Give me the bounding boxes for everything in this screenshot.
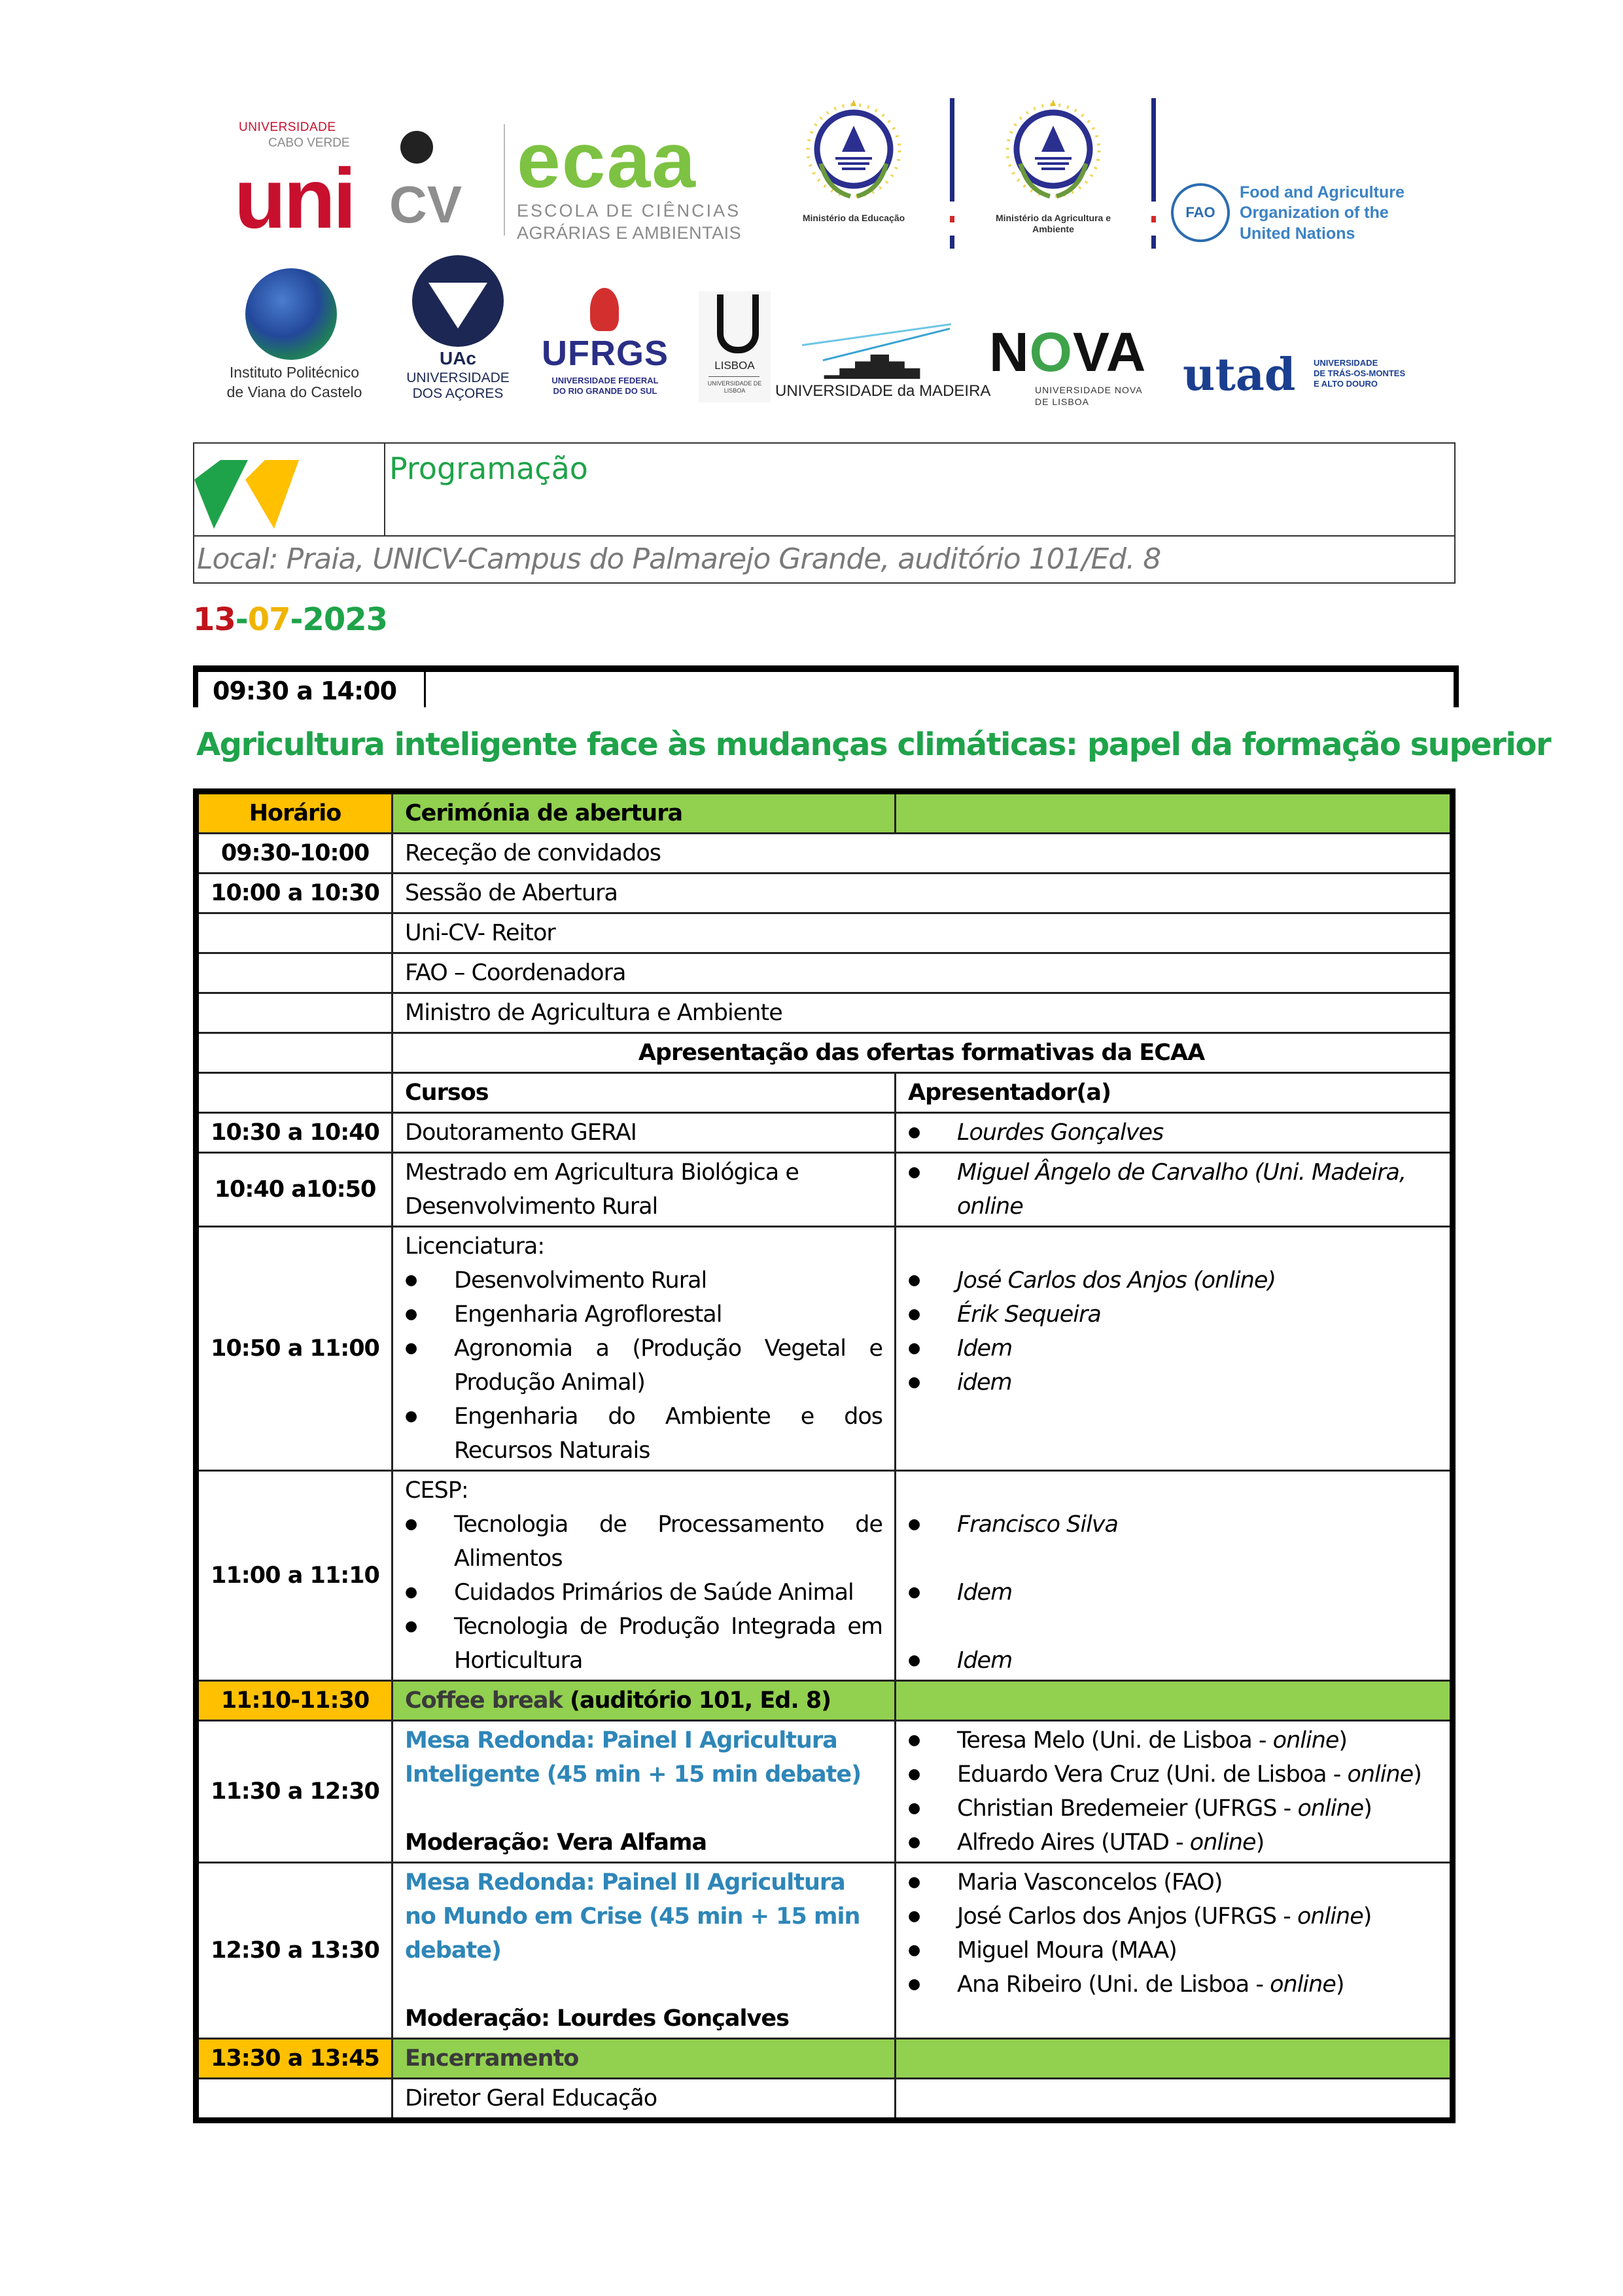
presenter-list — [908, 1865, 1438, 2002]
presenter-cell — [896, 1153, 1453, 1227]
row-time-empty — [196, 1033, 393, 1073]
presenter-list — [908, 1508, 1438, 1678]
logo-divider — [504, 124, 505, 236]
nova-sub — [989, 384, 1176, 408]
row-time: 11:30 a 12:30 — [196, 1721, 393, 1863]
fao-emblem-icon: FAO — [1171, 183, 1230, 242]
presenter-end: ) — [1255, 1829, 1265, 1856]
presenter-list — [908, 1723, 1438, 1860]
row-time: 10:00 a 10:30 — [196, 874, 393, 913]
empty-cell — [896, 1681, 1453, 1721]
row-text: Uni-CV- Reitor — [393, 913, 1453, 953]
course-list — [405, 1508, 882, 1678]
presenter: ● Lourdes Gonçalves — [908, 1116, 1438, 1150]
header-horario: Horário — [196, 792, 393, 834]
row-time: 12:30 a 13:30 — [196, 1863, 393, 2039]
ulisboa-name: LISBOA — [714, 359, 755, 372]
presenter-cell — [896, 1863, 1453, 2039]
course-item: ● Cuidados Primários de Saúde Animal — [405, 1576, 882, 1610]
location-text: Local: Praia, UNICV-Campus do Palmarejo Grande, auditório 101/Ed. 8 — [197, 542, 1161, 576]
panel-cell — [393, 1863, 896, 2039]
panel-cell — [393, 1721, 896, 1863]
presenter-end: ) — [1363, 1795, 1372, 1822]
col-apresentador: Apresentador(a) — [896, 1073, 1453, 1113]
ufrgs-line: DO RIO GRANDE DO SUL — [553, 386, 657, 396]
row-text: Ministro de Agricultura e Ambiente — [393, 993, 1453, 1033]
unicv-top-text: UNIVERSIDADE — [239, 120, 336, 134]
presenter: ● Francisco Silva — [908, 1508, 1438, 1542]
nova-name — [989, 321, 1176, 383]
flag-bar — [950, 236, 954, 249]
table-row — [196, 1227, 1453, 1471]
utad-sub — [1314, 358, 1405, 389]
nova-line: UNIVERSIDADE NOVA — [1035, 385, 1143, 395]
presenter-name: Ana Ribeiro (Uni. de Lisboa - — [957, 1971, 1270, 1998]
presenter-online: online — [1347, 1761, 1414, 1788]
presenter-online: online — [1297, 1903, 1363, 1930]
header-empty — [896, 792, 1453, 834]
ufrgs-sub — [530, 376, 680, 397]
presenter-cell — [896, 1227, 1453, 1471]
table-row-subheader — [196, 1073, 1453, 1113]
spacer — [908, 1542, 1438, 1576]
presenter — [908, 1723, 1438, 1757]
flag-bar-red — [950, 216, 954, 222]
cabo-verde-seal-icon — [801, 98, 906, 209]
header-icon-cell — [194, 444, 385, 535]
row-time: 09:30-10:00 — [196, 834, 393, 874]
table-row — [196, 1113, 1453, 1153]
program-header — [193, 442, 1456, 584]
course-group-title: Licenciatura: — [405, 1233, 545, 1260]
course-item: ● Desenvolvimento Rural — [405, 1263, 882, 1298]
presenter-name: Christian Bredemeier (UFRGS - — [957, 1795, 1298, 1822]
table-row-panel — [196, 1863, 1453, 2039]
row-time: 10:40 a10:50 — [196, 1153, 393, 1227]
spacer — [405, 1968, 882, 2002]
ufrgs-line: UNIVERSIDADE FEDERAL — [551, 376, 659, 385]
spacer — [908, 1229, 1438, 1263]
row-time-empty — [196, 1073, 393, 1113]
presenter-end: ) — [1413, 1761, 1422, 1788]
presenter: ● Idem — [908, 1576, 1438, 1610]
date-sep: - — [290, 601, 303, 638]
ipvc-line: de Viana do Castelo — [226, 383, 362, 400]
uac-line: UNIVERSIDADE — [406, 370, 510, 385]
presenter: ● idem — [908, 1366, 1438, 1400]
course-item: ● Agronomia a (Produção Vegetal e Produção Animal) — [405, 1332, 882, 1400]
nova-n: N — [989, 321, 1030, 383]
course-item: ● Engenharia Agroflorestal — [405, 1298, 882, 1332]
row-time-empty — [196, 2079, 393, 2121]
unicv-logo — [229, 118, 504, 249]
ipvc-line: Instituto Politécnico — [229, 364, 360, 381]
nova-o: O — [1029, 321, 1073, 383]
presenter-name: Alfredo Aires (UTAD - — [957, 1829, 1190, 1856]
course-cell — [393, 1227, 896, 1471]
closing-label: Encerramento — [393, 2039, 896, 2079]
fao-line: Organization of the — [1240, 203, 1389, 222]
course-group-title: CESP: — [405, 1477, 468, 1504]
presenter-name: Maria Vasconcelos (FAO) — [957, 1869, 1223, 1896]
unicv-cv-text: CV — [389, 175, 462, 234]
course-name: Doutoramento GERAI — [393, 1113, 896, 1153]
table-row — [196, 2079, 1453, 2121]
table-row — [196, 953, 1453, 993]
fao-logo — [1171, 180, 1433, 252]
unicv-sub-text: CABO VERDE — [268, 136, 350, 150]
ulisboa-u-icon — [717, 294, 759, 353]
ecaa-logo — [517, 116, 772, 245]
table-row-break — [196, 1681, 1453, 1721]
presenter — [908, 1757, 1438, 1792]
flag-bar — [1151, 236, 1156, 249]
course-name: Mestrado em Agricultura Biológica e Desenvolvimento Rural — [393, 1153, 896, 1227]
ecaa-main-text: ecaa — [517, 116, 697, 204]
flag-bar — [1151, 98, 1156, 202]
moderator: Moderação: Lourdes Gonçalves — [405, 2005, 789, 2032]
empty-cell — [896, 2079, 1453, 2121]
course-list — [405, 1263, 882, 1468]
presenter: ● José Carlos dos Anjos (online) — [908, 1263, 1438, 1298]
event-theme: Agricultura inteligente face às mudanças climáticas: papel da formação superior — [196, 726, 1550, 763]
date-year: 2023 — [302, 601, 388, 638]
presenter-list — [908, 1116, 1438, 1150]
presenter — [908, 1826, 1438, 1860]
presenter: ● Miguel Ângelo de Carvalho (Uni. Madeira, online — [908, 1156, 1438, 1224]
table-row — [196, 913, 1453, 953]
row-time-empty — [196, 913, 393, 953]
panel-title: Mesa Redonda: Painel II Agricultura no Mundo em Crise (45 min + 15 min debate) — [405, 1869, 860, 1964]
uac-logo — [393, 255, 523, 406]
ministerio-agricultura-logo — [975, 98, 1132, 236]
presenter-name: Eduardo Vera Cruz (Uni. de Lisboa - — [957, 1761, 1348, 1788]
nova-logo — [989, 321, 1176, 409]
nova-va: VA — [1073, 321, 1147, 383]
ufrgs-flame-icon — [590, 288, 619, 331]
presenter-cell — [896, 1113, 1453, 1153]
ulisboa-logo — [699, 291, 771, 402]
flag-bar-red — [1151, 216, 1156, 222]
presenter-name: José Carlos dos Anjos (UFRGS - — [957, 1903, 1297, 1930]
presenter-list — [908, 1156, 1438, 1224]
event-date — [193, 601, 387, 639]
ipvc-name — [203, 363, 386, 402]
presenter — [908, 1899, 1438, 1934]
uac-triangle-icon — [428, 283, 487, 328]
fao-line: United Nations — [1240, 224, 1355, 243]
row-text: Diretor Geral Educação — [393, 2079, 896, 2121]
ulisboa-sub: UNIVERSIDADE DE LISBOA — [707, 380, 762, 394]
unicv-dot-icon — [400, 131, 433, 164]
moderator: Moderação: Vera Alfama — [405, 1829, 707, 1856]
utad-line: DE TRÁS-OS-MONTES — [1314, 368, 1406, 378]
utad-name: utad — [1183, 349, 1296, 401]
ipvc-logo — [203, 268, 386, 406]
fao-line: Food and Agriculture — [1240, 183, 1405, 202]
presenter — [908, 1968, 1438, 2002]
presenter-list — [908, 1263, 1438, 1400]
presenter-end: ) — [1363, 1903, 1372, 1930]
presenter: ● Idem — [908, 1332, 1438, 1366]
utad-line: UNIVERSIDADE — [1314, 358, 1378, 368]
date-day: 13 — [193, 601, 236, 638]
table-row — [196, 874, 1453, 913]
flag-bar — [950, 98, 954, 202]
row-time-empty — [196, 993, 393, 1033]
table-row — [196, 834, 1453, 874]
ecaa-sub1: ESCOLA DE CIÊNCIAS — [517, 201, 741, 221]
presenter — [908, 1792, 1438, 1826]
madeira-logo — [775, 327, 991, 406]
ipvc-globe-icon — [245, 268, 337, 360]
unicv-main-text: uni — [234, 150, 354, 246]
spacer — [908, 1474, 1438, 1508]
course-item: ● Tecnologia de Produção Integrada em Horticultura — [405, 1610, 882, 1678]
coffee-break-cell — [393, 1681, 896, 1721]
date-sep: - — [235, 601, 248, 638]
date-month: 07 — [247, 601, 290, 638]
table-row-panel — [196, 1721, 1453, 1863]
spacer — [908, 1610, 1438, 1644]
spacer — [405, 1792, 882, 1826]
ufrgs-name: UFRGS — [542, 334, 669, 373]
table-row — [196, 993, 1453, 1033]
ufrgs-logo — [530, 288, 680, 406]
schedule-table — [193, 788, 1456, 2123]
table-row — [196, 1471, 1453, 1681]
uac-name: UAc — [439, 348, 476, 368]
ministerio-educacao-logo — [788, 98, 919, 236]
coffee-break-detail: (auditório 101, Ed. 8) — [569, 1687, 831, 1714]
presenter-online: online — [1189, 1829, 1256, 1856]
ministerio-agricultura-label: Ministério da Agricultura e Ambiente — [995, 213, 1111, 234]
madeira-name: UNIVERSIDADE da MADEIRA — [775, 382, 991, 400]
divider — [424, 672, 426, 707]
presenter: ● Idem — [908, 1644, 1438, 1678]
time-range-box — [193, 665, 1459, 707]
presenter-cell — [896, 1471, 1453, 1681]
table-row-section — [196, 1033, 1453, 1073]
course-cell — [393, 1471, 896, 1681]
col-cursos: Cursos — [393, 1073, 896, 1113]
panel-title: Mesa Redonda: Painel I Agricultura Inteligente (45 min + 15 min debate) — [405, 1727, 862, 1788]
empty-cell — [896, 2039, 1453, 2079]
row-text: Receção de convidados — [393, 834, 1453, 874]
cabo-verde-seal-icon — [1001, 98, 1106, 209]
coffee-break-label: Coffee break — [405, 1687, 563, 1714]
course-item: ● Tecnologia de Processamento de Alimentos — [405, 1508, 882, 1576]
presenter-cell — [896, 1721, 1453, 1863]
presenter-name: Teresa Melo (Uni. de Lisboa - — [957, 1727, 1273, 1754]
time-range: 09:30 a 14:00 — [213, 677, 397, 705]
fao-name — [1240, 183, 1405, 244]
nova-line: DE LISBOA — [1035, 397, 1089, 407]
presenter — [908, 1865, 1438, 1899]
uac-line: DOS AÇORES — [412, 386, 504, 401]
chevron-logo-icon — [194, 444, 384, 535]
presenter-online: online — [1272, 1727, 1339, 1754]
presenter-online: online — [1270, 1971, 1336, 1998]
ministerio-educacao-label: Ministério da Educação — [802, 213, 905, 223]
utad-line: E ALTO DOURO — [1314, 379, 1378, 389]
presenter — [908, 1934, 1438, 1968]
row-time: 11:00 a 11:10 — [196, 1471, 393, 1681]
row-time: 13:30 a 13:45 — [196, 2039, 393, 2079]
utad-logo — [1183, 350, 1438, 409]
table-row — [196, 1153, 1453, 1227]
page-title: Programação — [389, 451, 588, 486]
header-top-row — [194, 444, 1454, 537]
row-time: 10:50 a 11:00 — [196, 1227, 393, 1471]
presenter-end: ) — [1335, 1971, 1344, 1998]
presenter-name: Miguel Moura (MAA) — [957, 1937, 1177, 1964]
presenter-end: ) — [1338, 1727, 1348, 1754]
header-ceremony: Cerimónia de abertura — [393, 792, 896, 834]
madeira-bars-icon: ▁▃▅▇▅▃ — [824, 351, 918, 378]
row-text: FAO – Coordenadora — [393, 953, 1453, 993]
ulisboa-divider — [708, 376, 759, 377]
uac-sub — [393, 370, 523, 402]
presenter: ● Érik Sequeira — [908, 1298, 1438, 1332]
table-row-header — [196, 792, 1453, 834]
section-title: Apresentação das ofertas formativas da ECAA — [393, 1033, 1453, 1073]
row-time: 11:10-11:30 — [196, 1681, 393, 1721]
presenter-online: online — [1297, 1795, 1364, 1822]
row-time: 10:30 a 10:40 — [196, 1113, 393, 1153]
course-item: ● Engenharia do Ambiente e dos Recursos Naturais — [405, 1400, 882, 1468]
row-time-empty — [196, 953, 393, 993]
table-row-closing — [196, 2039, 1453, 2079]
ecaa-sub2: AGRÁRIAS E AMBIENTAIS — [517, 223, 742, 243]
row-text: Sessão de Abertura — [393, 874, 1453, 913]
